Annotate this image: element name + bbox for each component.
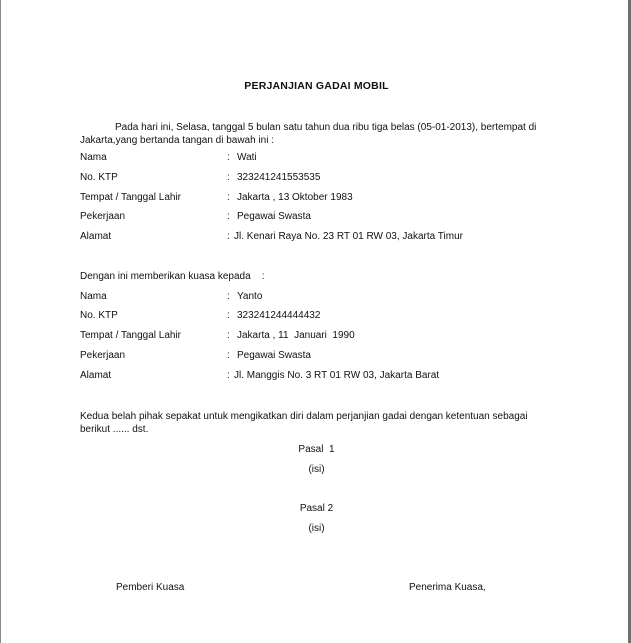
field-label: Tempat / Tanggal Lahir [80, 330, 181, 341]
pasal-1-content: (isi) [308, 464, 325, 475]
field-label: Pekerjaan [80, 350, 126, 361]
signer-left: Pemberi Kuasa [116, 582, 185, 593]
field-separator: : [227, 152, 230, 163]
kuasa-intro-text: Dengan ini memberikan kuasa kepada : [80, 271, 265, 282]
field-label: Tempat / Tanggal Lahir [80, 192, 181, 203]
field-value: Jl. Manggis No. 3 RT 01 RW 03, Jakarta Barat [234, 370, 440, 381]
agreement-paragraph: Kedua belah pihak sepakat untuk mengikatkan diri dalam perjanjian gadai dengan ketentuan sebagai berikut ...... dst. [80, 411, 528, 435]
field-value: 323241241553535 [237, 172, 321, 183]
document-title: PERJANJIAN GADAI MOBIL [244, 80, 389, 92]
field-value: 323241244444432 [237, 310, 321, 321]
field-value: Yanto [237, 291, 263, 302]
field-separator: : [227, 370, 230, 381]
field-value: Wati [237, 152, 257, 163]
field-label: Nama [80, 152, 107, 163]
pasal-1-heading: Pasal 1 [298, 444, 335, 455]
intro-paragraph [80, 121, 560, 147]
field-value: Jakarta , 13 Oktober 1983 [237, 192, 353, 203]
field-value: Pegawai Swasta [237, 211, 311, 222]
field-label: Alamat [80, 370, 112, 381]
field-separator: : [227, 310, 230, 321]
field-separator: : [227, 192, 230, 203]
field-separator: : [227, 350, 230, 361]
field-value: Jl. Kenari Raya No. 23 RT 01 RW 03, Jakarta Timur [234, 231, 463, 242]
signer-right: Penerima Kuasa, [409, 582, 486, 593]
pasal-2-heading: Pasal 2 [299, 503, 334, 514]
field-label: Nama [80, 291, 107, 302]
field-label: Pekerjaan [80, 211, 126, 222]
field-value: Pegawai Swasta [237, 350, 311, 361]
field-label: Alamat [80, 231, 112, 242]
pasal-2-content: (isi) [308, 523, 325, 534]
field-value: Jakarta , 11 Januari 1990 [237, 330, 355, 341]
field-separator: : [227, 211, 230, 222]
field-label: No. KTP [80, 310, 118, 321]
field-separator: : [227, 291, 230, 302]
field-separator: : [227, 231, 230, 242]
field-label: No. KTP [80, 172, 118, 183]
intro-text: Pada hari ini, Selasa, tanggal 5 bulan satu tahun dua ribu tiga belas (05-01-2013), bertempat di Jakarta,yang bertanda tangan di bawah ini : [80, 122, 537, 146]
field-separator: : [227, 330, 230, 341]
field-separator: : [227, 172, 230, 183]
